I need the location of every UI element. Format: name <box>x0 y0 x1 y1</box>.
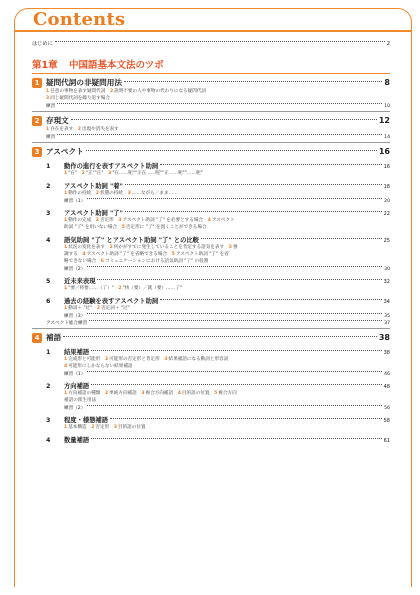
subsection-title: 程度・様態補語 <box>64 417 109 424</box>
section-entry-page: 12 <box>378 116 390 125</box>
subsection-1 <box>46 347 390 377</box>
item-number: 2 <box>118 286 122 291</box>
item-number: 4 <box>64 364 68 369</box>
leader-dots <box>160 299 381 300</box>
subsection-title: 結果補語 <box>64 349 90 356</box>
leader-dots <box>97 279 381 280</box>
practice-page: 35 <box>384 314 390 319</box>
subsection-4 <box>46 235 390 272</box>
leader-dots <box>125 211 382 212</box>
subsection-6 <box>46 296 390 319</box>
page-title: Contents <box>33 9 126 30</box>
section-entry-text <box>32 146 84 157</box>
item-number: 5 <box>121 225 125 230</box>
detail-line: 1動詞＋ "过" 2否定詞＋ "过" <box>64 306 130 311</box>
item-number: 3 <box>127 191 131 196</box>
subsection-3 <box>46 208 390 231</box>
leader-dots <box>91 350 381 351</box>
subsection-number: 3 <box>46 417 51 424</box>
practice-page: 46 <box>384 372 390 377</box>
section-entry-page: 8 <box>384 78 390 87</box>
section-number-badge: 4 <box>32 333 42 343</box>
practice-page: 30 <box>384 267 390 272</box>
subsection-entry[interactable] <box>46 347 390 356</box>
section-number-badge: 2 <box>32 116 42 126</box>
section-title: 補語 <box>46 333 62 342</box>
item-number: 5 <box>214 391 218 396</box>
item-number: 1 <box>64 218 68 223</box>
subsection-number: 6 <box>46 298 51 305</box>
section-divider <box>32 142 390 143</box>
subsection-title: 語気助詞 "了" とアスペクト助詞 "了" との比較 <box>64 237 199 244</box>
leader-dots <box>86 150 377 151</box>
subsection-details <box>64 217 390 231</box>
subsection-title: 方向補語 <box>64 383 90 390</box>
leader-dots <box>87 313 382 314</box>
detail-line: 1方向補語の種類 2単純方向補語 3複合方向補語 4目的語の位置 5複合方向 <box>64 391 237 396</box>
detail-line: 1完成形と可能形 2可能形の否定形と肯定形 3結果補語になる動詞と形容詞 <box>64 357 229 362</box>
subsection-details <box>64 190 390 197</box>
leader-dots <box>201 238 382 239</box>
subsection-entry-text <box>46 208 123 217</box>
practice-label: 練習（1） <box>64 199 86 204</box>
leader-dots <box>160 164 381 165</box>
practice-label: 練習（2） <box>64 406 86 411</box>
subsection-title: 数量補語 <box>64 437 90 444</box>
item-number: 2 <box>95 191 99 196</box>
subsection-entry-text <box>46 276 95 285</box>
subsection-entry-page: 61 <box>383 438 390 444</box>
practice-page: 14 <box>384 135 390 140</box>
item-number: 2 <box>109 245 113 250</box>
section-entry-page: 16 <box>378 147 390 156</box>
practice-label: アスペクト総合練習 <box>46 321 88 326</box>
item-number: 1 <box>64 191 68 196</box>
detail-line: 1任意の事物を表す疑問代詞 2説明不要の人や事物の代わりになる疑問代詞 <box>46 89 207 94</box>
chapter-heading[interactable] <box>32 57 390 74</box>
section-title: 疑問代詞の非疑問用法 <box>46 78 122 87</box>
subsection-entry-text <box>46 381 89 390</box>
subsection-entry[interactable] <box>46 235 390 244</box>
practice-entry[interactable] <box>46 134 390 140</box>
subsection-entry-page: 16 <box>383 164 390 170</box>
practice-entry[interactable] <box>64 313 390 319</box>
leader-dots <box>125 184 382 185</box>
item-number: 3 <box>113 425 117 430</box>
section-4 <box>32 332 390 444</box>
practice-label: 練習 <box>46 135 56 140</box>
subsection-details <box>64 305 390 312</box>
leader-dots <box>63 336 377 337</box>
practice-page: 37 <box>384 321 390 326</box>
summary-practice-entry[interactable] <box>46 320 390 326</box>
item-number: 1 <box>64 286 68 291</box>
section-entry-text <box>32 115 69 126</box>
item-number: 2 <box>91 425 95 430</box>
item-number: 2 <box>104 357 109 362</box>
subsection-entry-page: 18 <box>383 184 390 190</box>
item-number: 3 <box>46 96 50 101</box>
subsection-entry-page: 58 <box>383 418 390 424</box>
subsection-entry[interactable] <box>46 161 390 170</box>
chapter-title: 中国語基本文法のツボ <box>68 60 164 71</box>
subsection-entry-text <box>46 296 158 305</box>
subsection-entry-text <box>46 347 89 356</box>
section-details <box>46 126 390 133</box>
subsection-details <box>64 356 390 370</box>
practice-entry[interactable] <box>64 198 390 204</box>
section-divider <box>32 111 390 112</box>
intro-entry[interactable] <box>32 40 390 47</box>
subsection-title: 過去の経験を表すアスペクト助詞 <box>64 298 159 305</box>
item-number: 6 <box>100 259 104 264</box>
practice-label: 練習（3） <box>64 314 86 319</box>
subsection-entry-text <box>46 235 199 244</box>
item-number: 1 <box>46 89 50 94</box>
subsection-2 <box>46 181 390 204</box>
subsection-entry-text <box>46 161 158 170</box>
subsection-number: 4 <box>46 237 51 244</box>
subsection-entry[interactable] <box>46 435 390 444</box>
intro-page: 2 <box>386 41 390 47</box>
practice-entry[interactable] <box>64 266 390 272</box>
chapter-label: 第1章 <box>32 60 58 71</box>
item-number: 1 <box>64 245 68 250</box>
practice-page: 56 <box>384 406 390 411</box>
item-number: 2 <box>77 127 81 132</box>
subsection-details <box>64 244 390 265</box>
item-number: 1 <box>46 127 50 132</box>
leader-dots <box>91 438 381 439</box>
item-number: 5 <box>171 252 175 257</box>
detail-line: 1動作の持続 2状態の持続 3……ながら／まま…… <box>64 191 178 196</box>
detail-line: 調する 4アスペクト助詞 "了" を省略できる場合 5アスペクト助詞 "了" を省 <box>64 252 229 257</box>
title-rule <box>14 30 412 32</box>
section-1 <box>32 77 390 112</box>
section-entry-text <box>32 77 122 88</box>
subsection-number: 2 <box>46 183 51 190</box>
leader-dots <box>87 371 382 372</box>
section-entry[interactable] <box>32 146 390 157</box>
section-entry[interactable] <box>32 115 390 126</box>
detail-line: 3同じ疑問代詞を繰り返す場合 <box>46 96 110 101</box>
practice-entry[interactable] <box>64 405 390 411</box>
leader-dots <box>57 103 382 104</box>
item-number: 2 <box>109 89 114 94</box>
detail-line: 1"要／将要……（了）" 2"快（要）／就（要）……了" <box>64 286 182 291</box>
practice-entry[interactable] <box>64 371 390 377</box>
section-details <box>46 88 390 102</box>
leader-dots <box>89 320 382 321</box>
subsection-entry-page: 38 <box>383 350 390 356</box>
leader-dots <box>87 198 382 199</box>
item-number: 4 <box>82 252 86 257</box>
item-number: 4 <box>207 218 211 223</box>
subsection-number: 3 <box>46 210 51 217</box>
subsection-entry[interactable] <box>46 415 390 424</box>
detail-line: 1存在を表す 2出現や消失を表す <box>46 127 119 132</box>
item-number: 1 <box>64 171 68 176</box>
detail-line: 1動作の完成 2否定形 3アスペクト助詞 "了" を必要とする場合 4アスペクト <box>64 218 235 223</box>
detail-line: 助詞 "了" を用いない場合 5否定形に "了" を置くことができる場合 <box>64 225 207 230</box>
subsection-number: 2 <box>46 383 51 390</box>
subsection-4 <box>46 435 390 444</box>
section-entry-page: 38 <box>378 333 390 342</box>
item-number: 2 <box>96 306 101 311</box>
leader-dots <box>87 405 382 406</box>
leader-dots <box>87 266 382 267</box>
leader-dots <box>57 134 382 135</box>
section-2 <box>32 115 390 143</box>
leader-dots <box>71 119 377 120</box>
detail-line: 1基本構造 2否定形 3目的語の位置 <box>64 425 146 430</box>
detail-line: 略できない場合 6コミュニケーションにおける語気助詞 "了" の役割 <box>64 259 209 264</box>
item-number: 3 <box>228 245 232 250</box>
section-title: 存現文 <box>46 116 69 125</box>
leader-dots <box>55 41 385 42</box>
item-number: 1 <box>64 306 68 311</box>
subsection-title: 近未来表現 <box>64 278 96 285</box>
subsection-entry[interactable] <box>46 276 390 285</box>
subsection-number: 5 <box>46 278 51 285</box>
item-number: 3 <box>164 357 168 362</box>
section-number-badge: 3 <box>32 147 42 157</box>
practice-entry[interactable] <box>46 103 390 109</box>
subsection-details <box>64 424 390 431</box>
section-divider <box>32 328 390 329</box>
subsection-1 <box>46 161 390 177</box>
subsection-title: アスペクト助詞 "了" <box>64 210 123 217</box>
subsection-title: 動作の進行を表すアスペクト助詞 <box>64 163 159 170</box>
subsection-3 <box>46 415 390 431</box>
subsection-entry-text <box>46 415 108 424</box>
subsection-details <box>64 390 390 404</box>
subsection-5 <box>46 276 390 292</box>
subsection-entry-page: 34 <box>383 299 390 305</box>
practice-label: 練習 <box>46 104 56 109</box>
subsection-entry[interactable] <box>46 381 390 390</box>
subsection-entry[interactable] <box>46 208 390 217</box>
item-number: 4 <box>177 391 181 396</box>
practice-label: 練習（2） <box>64 267 86 272</box>
subsection-number: 4 <box>46 437 51 444</box>
section-title: アスペクト <box>46 147 84 156</box>
subsection-entry-text <box>46 435 89 444</box>
practice-label: 練習（1） <box>64 372 86 377</box>
subsection-entry[interactable] <box>46 296 390 305</box>
subsection-title: アスペクト助詞 "着" <box>64 183 123 190</box>
section-number-badge: 1 <box>32 78 42 88</box>
leader-dots <box>110 418 382 419</box>
subsection-entry-text <box>46 181 123 190</box>
item-number: 2 <box>104 391 109 396</box>
subsection-entry-page: 32 <box>383 279 390 285</box>
detail-line: 1"在" 2"正""正" 3"在……呢""正在……呢""正……呢""……呢" <box>64 171 203 176</box>
detail-line: 1状況の変化を表す 2何かがすでに発生していることを肯定する語気を表す 3強 <box>64 245 238 250</box>
leader-dots <box>91 384 381 385</box>
item-number: 3 <box>108 171 112 176</box>
item-number: 3 <box>118 218 122 223</box>
section-3 <box>32 146 390 329</box>
section-entry[interactable] <box>32 77 390 88</box>
subsection-entry-page: 48 <box>383 384 390 390</box>
subsection-details <box>64 170 390 177</box>
subsection-details <box>64 285 390 292</box>
subsection-number: 1 <box>46 349 51 356</box>
section-entry[interactable] <box>32 332 390 343</box>
item-number: 1 <box>64 425 68 430</box>
item-number: 2 <box>95 218 99 223</box>
subsection-entry-page: 25 <box>383 238 390 244</box>
subsection-number: 1 <box>46 163 51 170</box>
item-number: 1 <box>64 391 68 396</box>
subsection-2 <box>46 381 390 411</box>
subsection-entry-page: 22 <box>383 211 390 217</box>
item-number: 1 <box>64 357 68 362</box>
item-number: 3 <box>141 391 145 396</box>
intro-label: はじめに <box>32 41 53 47</box>
practice-page: 20 <box>384 199 390 204</box>
item-number: 2 <box>81 171 85 176</box>
section-entry-text <box>32 332 61 343</box>
subsection-entry[interactable] <box>46 181 390 190</box>
detail-line: 4可能形にしかならない結果補語 <box>64 364 133 369</box>
toc <box>32 40 390 444</box>
sections-list <box>32 77 390 444</box>
practice-page: 10 <box>384 104 390 109</box>
leader-dots <box>124 81 382 82</box>
detail-line: 補語の派生用法 <box>64 398 97 403</box>
